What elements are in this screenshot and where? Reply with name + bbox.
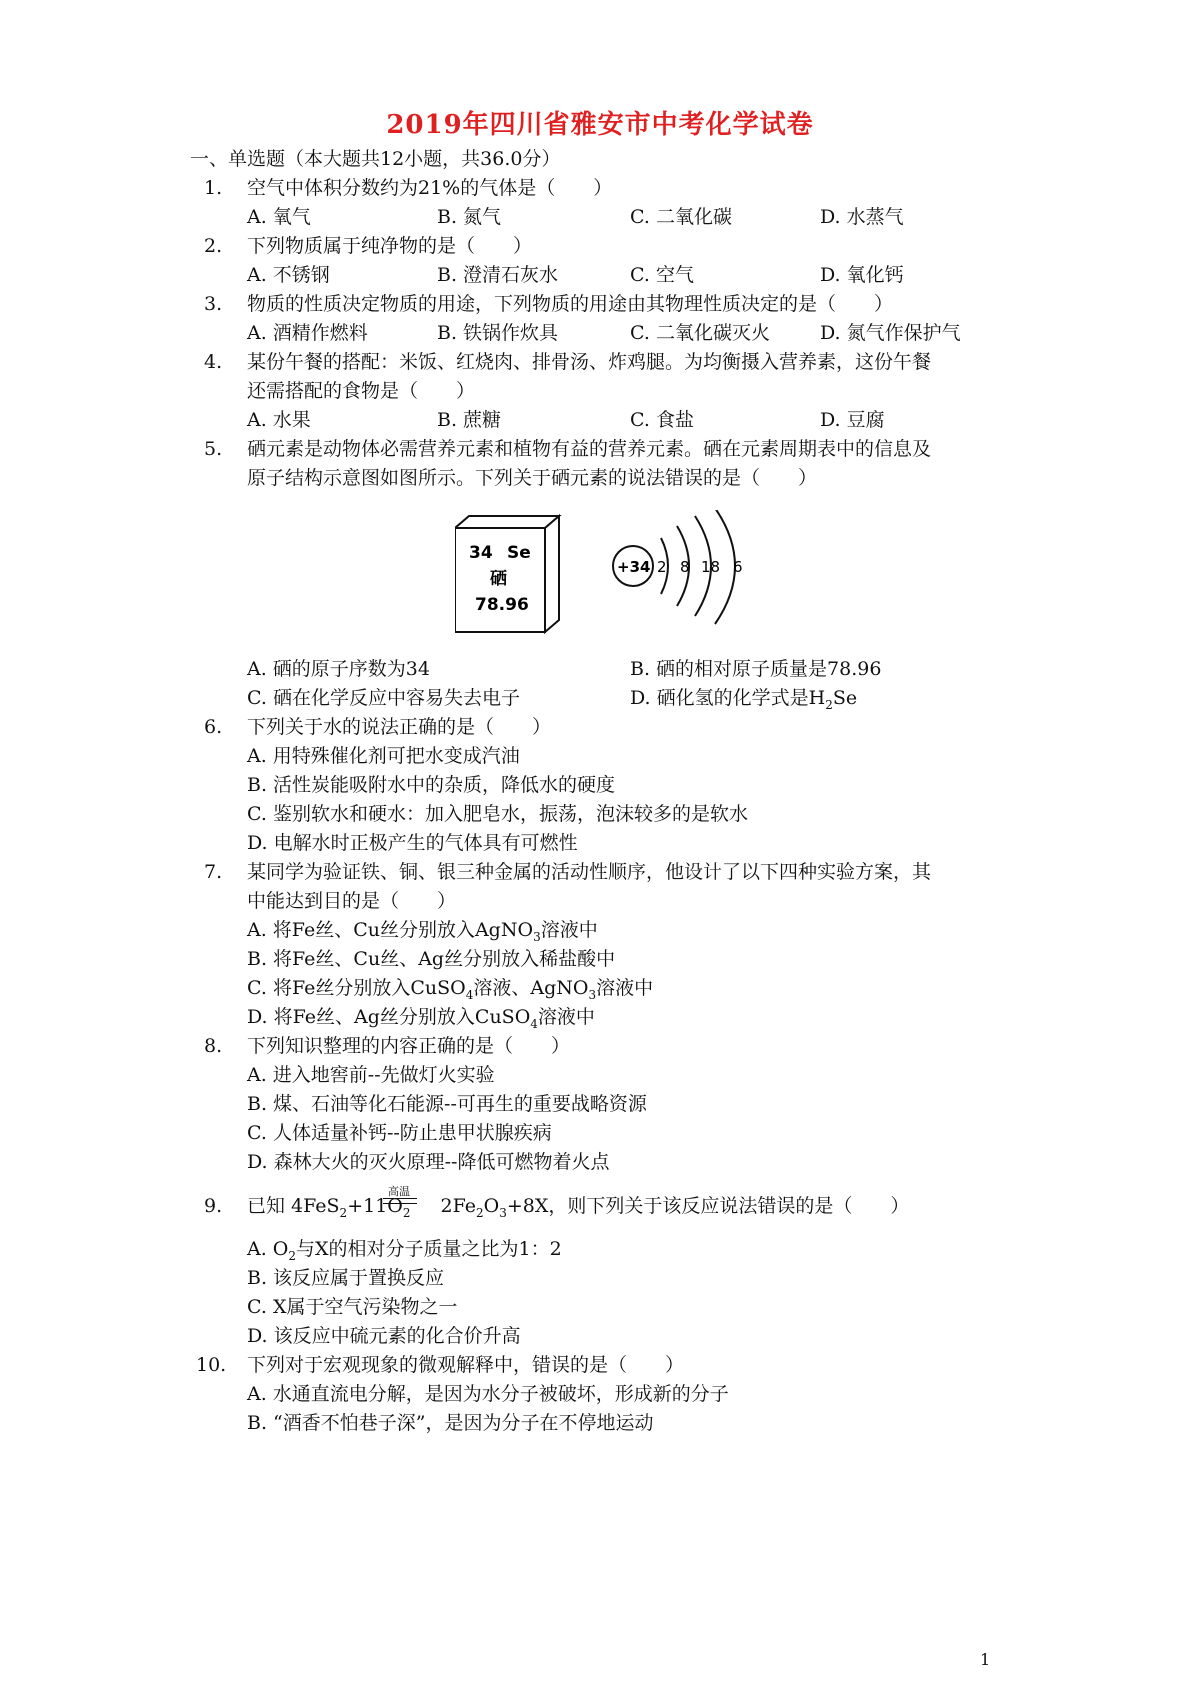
shell-3-electrons: 18 [701, 558, 721, 576]
question-number: 8. [204, 1035, 223, 1057]
element-symbol: Se [507, 543, 531, 563]
option-d: D. 电解水时正极产生的气体具有可燃性 [247, 832, 578, 854]
element-name: 硒 [490, 569, 507, 589]
subscript: 2 [476, 1205, 484, 1220]
question-text: 下列知识整理的内容正确的是（ ） [247, 1035, 571, 1057]
option-b: B. 该反应属于置换反应 [247, 1267, 445, 1289]
question-number: 2. [204, 235, 223, 257]
option-a-text-end: 与X的相对分子质量之比为1：2 [296, 1238, 562, 1260]
question-text-cont: 原子结构示意图如图所示。下列关于硒元素的说法错误的是（ ） [247, 467, 818, 489]
question-number: 3. [204, 293, 223, 315]
option-a-text: A. 将Fe丝、Cu丝分别放入AgNO [247, 919, 534, 941]
option-a: A. 进入地窖前--先做灯火实验 [247, 1064, 495, 1086]
question-text: 硒元素是动物体必需营养元素和植物有益的营养元素。硒在元素周期表中的信息及 [247, 438, 932, 460]
option-a-text-end: 溶液中 [540, 919, 598, 941]
option-c-text: C. 将Fe丝分别放入CuSO [247, 977, 466, 999]
option-a: A. 氧气 [247, 206, 311, 228]
option-c: C. 人体适量补钙--防止患甲状腺疾病 [247, 1122, 552, 1144]
option-b: B. 硒的相对原子质量是78.96 [630, 658, 882, 680]
option-a-text: A. O [247, 1238, 289, 1260]
section-heading: 一、单选题（本大题共12小题，共36.0分） [190, 148, 561, 170]
option-a: A. 水通直流电分解，是因为水分子被破坏，形成新的分子 [247, 1383, 729, 1405]
option-d [630, 684, 857, 719]
option-b: B. 澄清石灰水 [437, 264, 559, 286]
subscript: 2 [288, 1248, 297, 1263]
question-number: 1. [204, 177, 223, 199]
reaction-equation [247, 1192, 909, 1227]
shell-2-electrons: 8 [680, 558, 690, 576]
option-d: D. 氧化钙 [820, 264, 904, 286]
atomic-mass: 78.96 [475, 595, 529, 615]
subscript: 2 [825, 697, 833, 712]
option-d: D. 该反应中硫元素的化合价升高 [247, 1325, 521, 1347]
option-a: A. 酒精作燃料 [247, 322, 368, 344]
option-b: B. “酒香不怕巷子深”，是因为分子在不停地运动 [247, 1412, 654, 1434]
page-number: 1 [980, 1650, 991, 1669]
question-text: 物质的性质决定物质的用途，下列物质的用途由其物理性质决定的是（ ） [247, 293, 894, 315]
question-number: 9. [204, 1195, 223, 1217]
option-b: B. 活性炭能吸附水中的杂质，降低水的硬度 [247, 774, 616, 796]
option-d: D. 水蒸气 [820, 206, 904, 228]
option-a: A. 水果 [247, 409, 311, 431]
atomic-structure-diagram [613, 510, 743, 624]
option-c: C. 硒在化学反应中容易失去电子 [247, 687, 520, 709]
question-text: 下列物质属于纯净物的是（ ） [247, 235, 533, 257]
eq-part: 2Fe [440, 1195, 476, 1217]
option-c: C. 鉴别软水和硬水：加入肥皂水，振荡，泡沫较多的是软水 [247, 803, 748, 825]
selenium-figure [455, 510, 785, 640]
question-text-cont: 中能达到目的是（ ） [247, 890, 457, 912]
subscript: 4 [465, 987, 474, 1002]
question-number: 5. [204, 438, 223, 460]
question-text: 下列关于水的说法正确的是（ ） [247, 716, 552, 738]
question-number: 7. [204, 861, 223, 883]
subscript: 3 [588, 987, 597, 1002]
subscript: 3 [533, 929, 541, 944]
question-number: 6. [204, 716, 223, 738]
question-text: 空气中体积分数约为21%的气体是（ ） [247, 177, 613, 199]
option-a: A. 用特殊催化剂可把水变成汽油 [247, 745, 520, 767]
eq-part: O [483, 1195, 500, 1217]
option-c-text-mid: 溶液、AgNO [473, 977, 589, 999]
question-number: 10. [196, 1354, 227, 1376]
question-text-cont: 还需搭配的食物是（ ） [247, 380, 476, 402]
option-a: A. 硒的原子序数为34 [247, 658, 430, 680]
question-text: 某同学为验证铁、铜、银三种金属的活动性顺序，他设计了以下四种实验方案，其 [247, 861, 932, 883]
option-a: A. 不锈钢 [247, 264, 330, 286]
reaction-condition: 高温 [388, 1185, 410, 1198]
subscript: 2 [402, 1205, 411, 1220]
exam-title: 2019年四川省雅安市中考化学试卷 [386, 110, 814, 140]
option-b: B. 铁锅作炊具 [437, 322, 559, 344]
option-c: C. X属于空气污染物之一 [247, 1296, 458, 1318]
eq-part: +8X，则下列关于该反应说法错误的是（ ） [506, 1195, 910, 1217]
option-d-text-end: Se [832, 687, 858, 709]
option-b: B. 蔗糖 [437, 409, 502, 431]
shell-4-electrons: 6 [733, 558, 743, 576]
nucleus-charge: +34 [617, 558, 651, 576]
option-d-text: D. 硒化氢的化学式是H [630, 687, 826, 709]
option-d: D. 氮气作保护气 [820, 322, 961, 344]
eq-part: 已知 4FeS [247, 1195, 340, 1217]
option-d: D. 森林大火的灭火原理--降低可燃物着火点 [247, 1151, 610, 1173]
option-c: C. 食盐 [630, 409, 694, 431]
option-c: C. 二氧化碳 [630, 206, 732, 228]
option-b: B. 氮气 [437, 206, 502, 228]
option-c: C. 二氧化碳灭火 [630, 322, 770, 344]
shell-1-electrons: 2 [657, 558, 667, 576]
question-text: 某份午餐的搭配：米饭、红烧肉、排骨汤、炸鸡腿。为均衡摄入营养素，这份午餐 [247, 351, 932, 373]
option-c-text-end: 溶液中 [596, 977, 654, 999]
eq-part: +11O [347, 1195, 403, 1217]
subscript: 2 [339, 1205, 348, 1220]
question-number: 4. [204, 351, 223, 373]
subscript: 4 [530, 1016, 538, 1031]
element-cell-3d-box [455, 516, 559, 632]
option-c: C. 空气 [630, 264, 694, 286]
option-d-text-end: 溶液中 [537, 1006, 595, 1028]
subscript: 3 [499, 1205, 507, 1220]
option-d: D. 豆腐 [820, 409, 885, 431]
question-text: 下列对于宏观现象的微观解释中，错误的是（ ） [247, 1354, 685, 1376]
atomic-number: 34 [469, 543, 493, 563]
option-b: B. 煤、石油等化石能源--可再生的重要战略资源 [247, 1093, 647, 1115]
option-d-text: D. 将Fe丝、Ag丝分别放入CuSO [247, 1006, 531, 1028]
option-b: B. 将Fe丝、Cu丝、Ag丝分别放入稀盐酸中 [247, 948, 616, 970]
